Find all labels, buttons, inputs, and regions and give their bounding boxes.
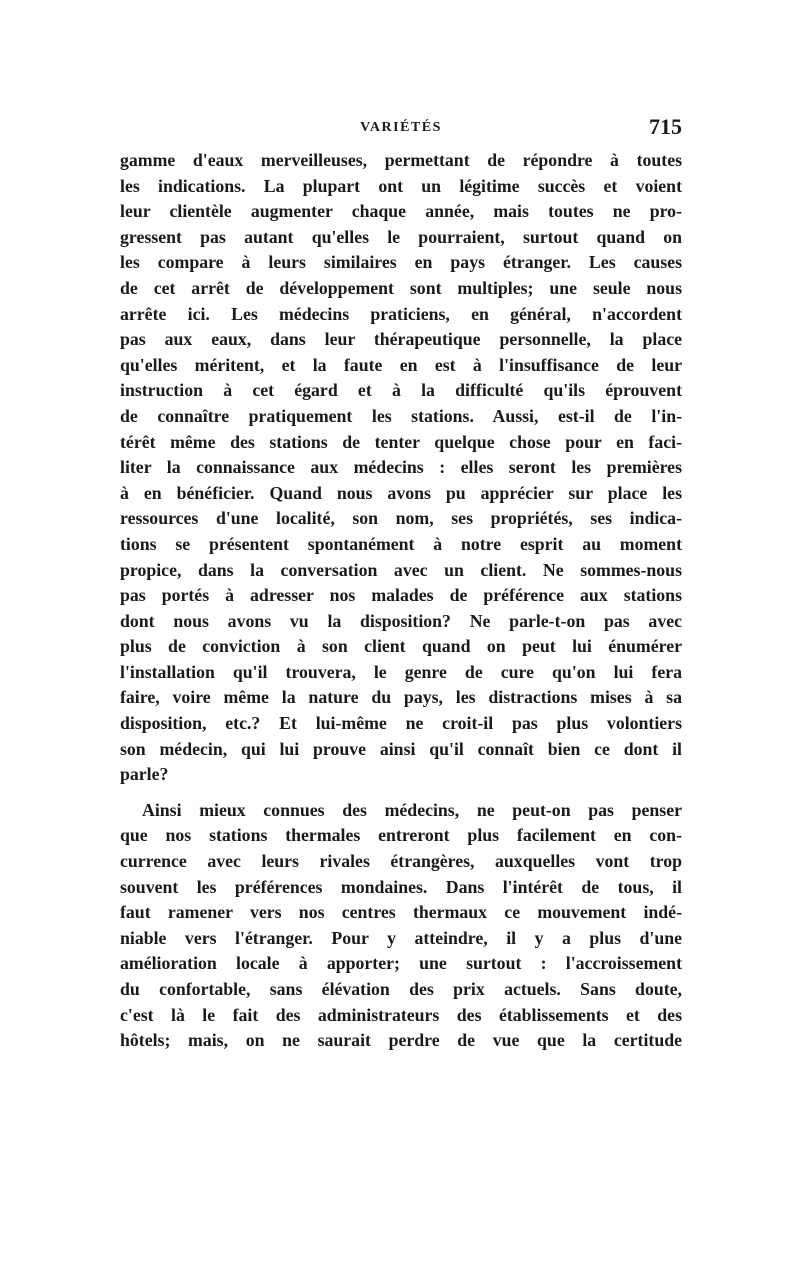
- text-line: qu'elles méritent, et la faute en est à l'insuffisance de leur: [120, 354, 682, 375]
- text-line: instruction à cet égard et à la difficulté qu'ils éprouvent: [120, 380, 682, 401]
- text-line: térêt même des stations de tenter quelque chose pour en faci-: [120, 431, 682, 452]
- text-line: à en bénéficier. Quand nous avons pu apprécier sur place les: [120, 482, 682, 503]
- running-head: [120, 112, 682, 148]
- running-title: VARIÉTÉS: [360, 120, 442, 135]
- text-line: disposition, etc.? Et lui-même ne croit-il pas plus volontiers: [120, 713, 682, 734]
- text-line: faut ramener vers nos centres thermaux ce mouvement indé-: [120, 902, 682, 923]
- text-line: c'est là le fait des administrateurs des établissements et des: [120, 1004, 682, 1025]
- text-line: que nos stations thermales entreront plus facilement en con-: [120, 825, 682, 846]
- text-line: du confortable, sans élévation des prix actuels. Sans doute,: [120, 979, 682, 999]
- text-line: l'installation qu'il trouvera, le genre de cure qu'on lui fera: [120, 661, 682, 682]
- text-line: hôtels; mais, on ne saurait perdre de vue que la certitude: [120, 1030, 682, 1051]
- text-line: ressources d'une localité, son nom, ses propriétés, ses indica-: [120, 508, 682, 529]
- text-line: tions se présentent spontanément à notre esprit au moment: [120, 533, 682, 554]
- text-line: leur clientèle augmenter chaque année, mais toutes ne pro-: [120, 201, 682, 222]
- text-line: les indications. La plupart ont un légitime succès et voient: [120, 175, 682, 196]
- text-line: arrête ici. Les médecins praticiens, en général, n'accordent: [120, 303, 682, 324]
- text-line: Ainsi mieux connues des médecins, ne peut-on pas penser: [142, 799, 682, 820]
- text-line: gressent pas autant qu'elles le pourraient, surtout quand on: [120, 226, 682, 247]
- book-page: [120, 112, 682, 1054]
- text-line: de cet arrêt de développement sont multiples; une seule nous: [120, 277, 682, 298]
- text-line: son médecin, qui lui prouve ainsi qu'il connaît bien ce dont il: [120, 738, 682, 759]
- paragraph-1: [120, 148, 682, 788]
- text-line: amélioration locale à apporter; une surtout : l'accroissement: [120, 953, 682, 974]
- paragraph-2: [120, 798, 682, 1054]
- text-line: propice, dans la conversation avec un client. Ne sommes-nous: [120, 559, 682, 580]
- text-line: niable vers l'étranger. Pour y atteindre, il y a plus d'une: [120, 927, 682, 948]
- text-line: liter la connaissance aux médecins : elles seront les premières: [120, 457, 682, 478]
- text-line: gamme d'eaux merveilleuses, permettant de répondre à toutes: [120, 150, 682, 170]
- text-line: pas aux eaux, dans leur thérapeutique personnelle, la place: [120, 329, 682, 350]
- text-line: souvent les préférences mondaines. Dans l'intérêt de tous, il: [120, 876, 682, 897]
- text-line: les compare à leurs similaires en pays étranger. Les causes: [120, 252, 682, 273]
- text-line: plus de conviction à son client quand on peut lui énumérer: [120, 636, 682, 657]
- paragraph-gap: [120, 788, 682, 798]
- text-line: pas portés à adresser nos malades de préférence aux stations: [120, 585, 682, 606]
- text-line: de connaître pratiquement les stations. Aussi, est-il de l'in-: [120, 405, 682, 426]
- text-line: currence avec leurs rivales étrangères, auxquelles vont trop: [120, 851, 682, 872]
- text-line: faire, voire même la nature du pays, les distractions mises à sa: [120, 687, 682, 708]
- page-number: 715: [649, 114, 682, 139]
- text-line: parle?: [120, 764, 169, 785]
- text-line: dont nous avons vu la disposition? Ne parle-t-on pas avec: [120, 610, 682, 631]
